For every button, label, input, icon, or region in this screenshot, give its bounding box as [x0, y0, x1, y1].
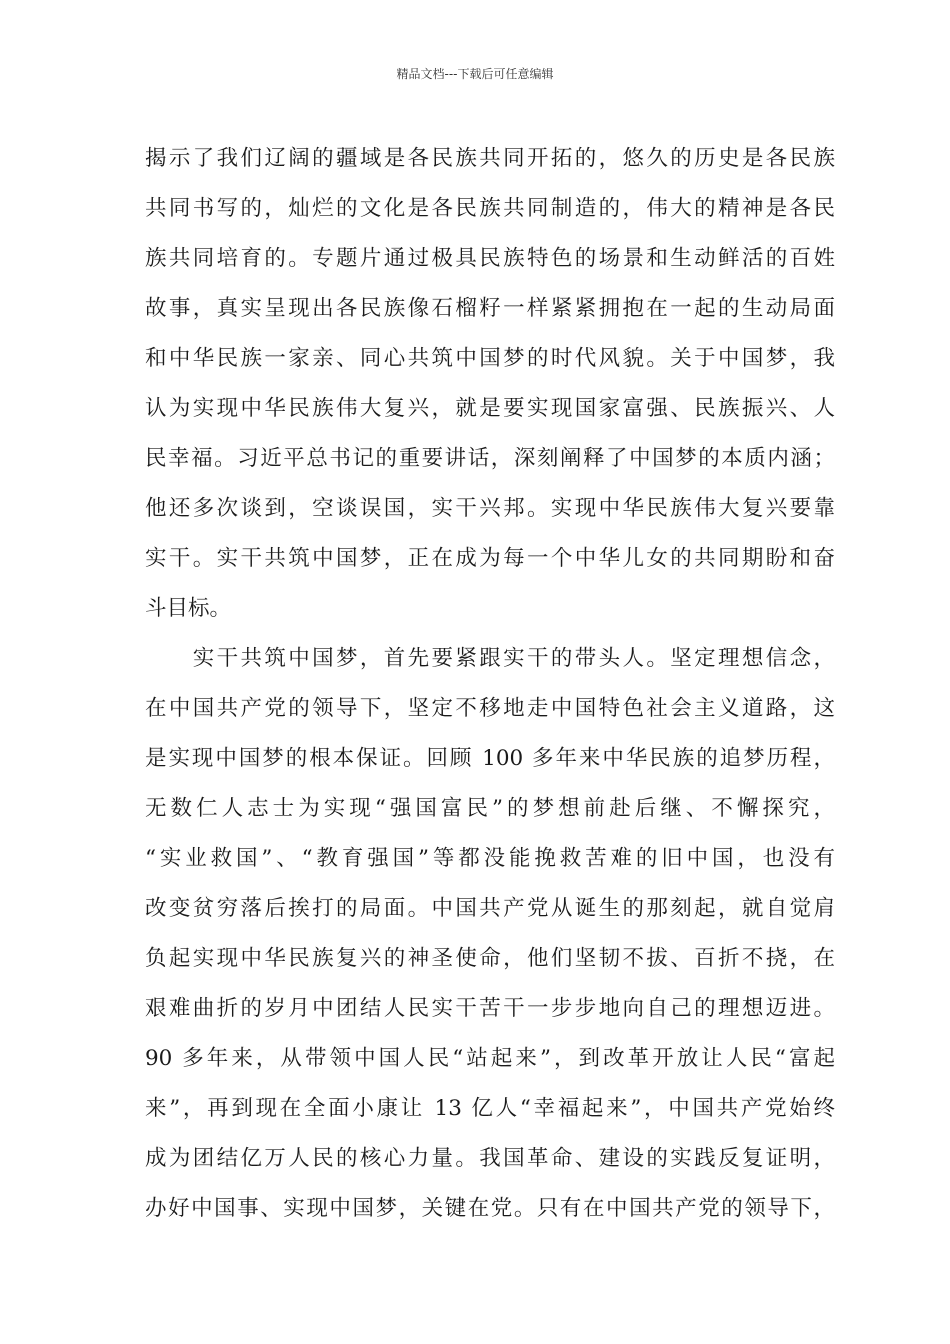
text-line: 是实现中国梦的根本保证。回顾 100 多年来中华民族的追梦历程，	[145, 746, 835, 771]
text-line: 揭示了我们辽阔的疆域是各民族共同开拓的，悠久的历史是各民族	[145, 146, 835, 171]
text-line: 来”，再到现在全面小康让 13 亿人“幸福起来”，中国共产党始终	[145, 1096, 835, 1121]
text-line: 在中国共产党的领导下，坚定不移地走中国特色社会主义道路，这	[145, 696, 835, 721]
text-line: 办好中国事、实现中国梦，关键在党。只有在中国共产党的领导下，	[145, 1196, 835, 1221]
text-line: 故事，真实呈现出各民族像石榴籽一样紧紧拥抱在一起的生动局面	[145, 296, 835, 321]
text-line: 他还多次谈到，空谈误国，实干兴邦。实现中华民族伟大复兴要靠	[145, 496, 835, 521]
text-line: 无数仁人志士为实现“强国富民”的梦想前赴后继、不懈探究，	[145, 796, 835, 821]
text-line: 90 多年来，从带领中国人民“站起来”，到改革开放让人民“富起	[145, 1046, 835, 1071]
text-line: 实干共筑中国梦，首先要紧跟实干的带头人。坚定理想信念，	[145, 646, 835, 671]
text-line: “实业救国”、“教育强国”等都没能挽救苦难的旧中国，也没有	[145, 846, 835, 871]
text-line: 共同书写的，灿烂的文化是各民族共同制造的，伟大的精神是各民	[145, 196, 835, 221]
text-line: 改变贫穷落后挨打的局面。中国共产党从诞生的那刻起，就自觉肩	[145, 896, 835, 921]
document-body	[145, 134, 835, 1234]
text-line: 成为团结亿万人民的核心力量。我国革命、建设的实践反复证明，	[145, 1146, 835, 1171]
text-line: 负起实现中华民族复兴的神圣使命，他们坚韧不拔、百折不挠，在	[145, 946, 835, 971]
text-line: 实干。实干共筑中国梦，正在成为每一个中华儿女的共同期盼和奋	[145, 546, 835, 571]
text-line: 斗目标。	[145, 596, 232, 621]
text-line: 认为实现中华民族伟大复兴，就是要实现国家富强、民族振兴、人	[145, 396, 835, 421]
text-line: 和中华民族一家亲、同心共筑中国梦的时代风貌。关于中国梦，我	[145, 346, 835, 371]
text-line: 艰难曲折的岁月中团结人民实干苦干一步步地向自己的理想迈进。	[145, 996, 835, 1021]
page-header: 精品文档---下载后可任意编辑	[396, 67, 554, 81]
text-line: 民幸福。习近平总书记的重要讲话，深刻阐释了中国梦的本质内涵；	[145, 446, 835, 471]
text-line: 族共同培育的。专题片通过极具民族特色的场景和生动鲜活的百姓	[145, 246, 835, 271]
